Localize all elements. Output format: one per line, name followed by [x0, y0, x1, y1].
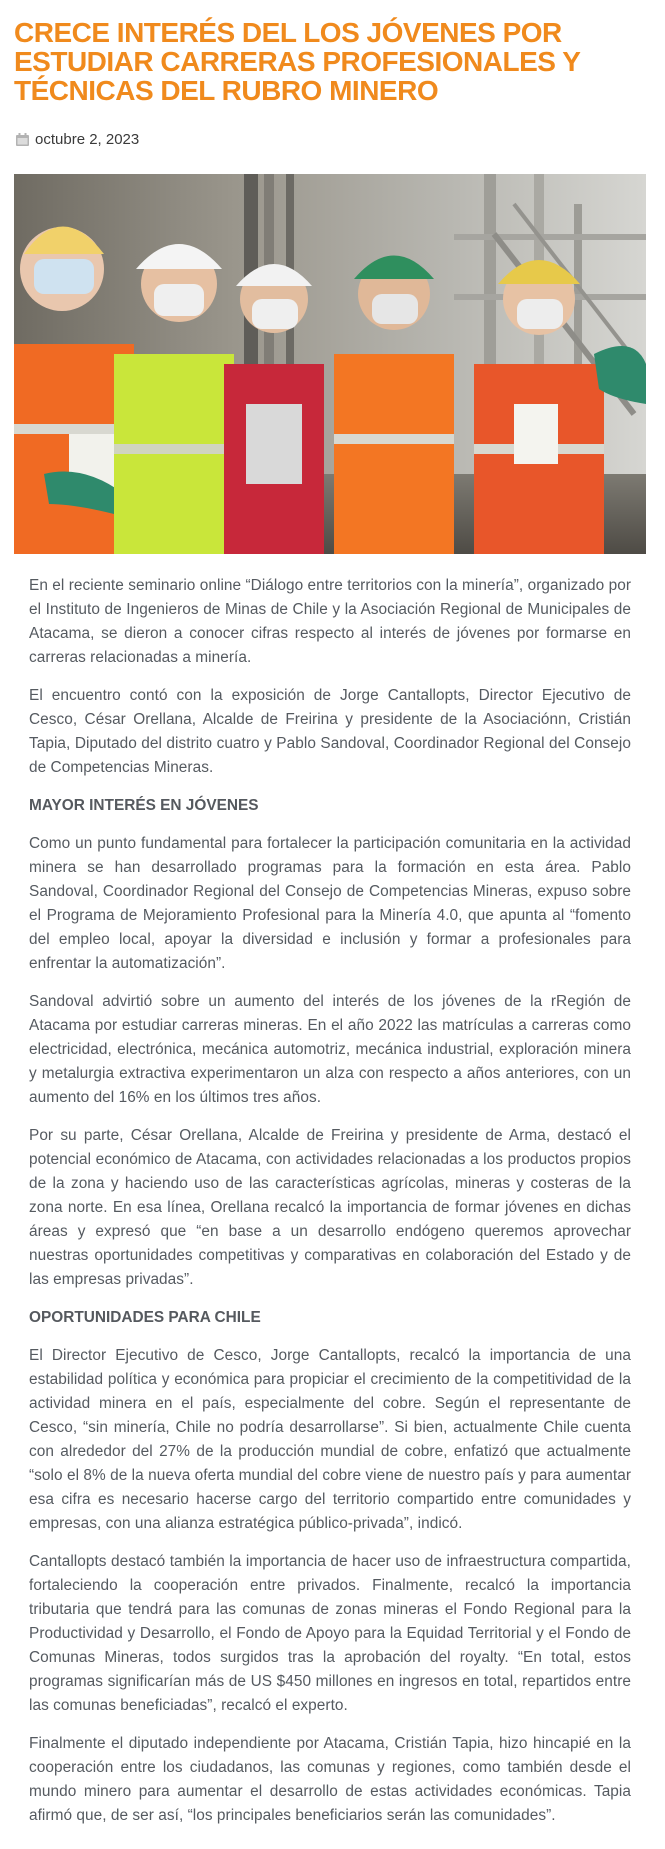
section-heading: OPORTUNIDADES PARA CHILE: [29, 1309, 261, 1326]
paragraph: Sandoval advirtió sobre un aumento del interés de los jóvenes de la rRegión de Atacama por estudiar carreras mineras. En el año 2022 las matrículas a carreras como electricidad, electrónica, mecánica automotriz, mecánica industrial, exploración minera y metalurgia extractiva experimentaron un alza con respecto a años anteriores, con un aumento del 16% en los últimos tres años.: [29, 993, 631, 1106]
section-heading: MAYOR INTERÉS EN JÓVENES: [29, 797, 259, 814]
post-meta: [16, 129, 139, 149]
paragraph: Como un punto fundamental para fortalecer la participación comunitaria en la actividad minera se han desarrollado programas para la formación en esta área. Pablo Sandoval, Coordinador Regional del Consejo de Competencias Mineras, expuso sobre el Programa de Mejoramiento Profesional para la Minería 4.0, que apunta al “fomento del empleo local, apoyar la diversidad e inclusión y formar a profesionales para enfrentar la automatización”.: [29, 835, 631, 972]
article-content: [29, 574, 631, 1842]
paragraph: Por su parte, César Orellana, Alcalde de Freirina y presidente de Arma, destacó el potencial económico de Atacama, con actividades relacionadas a los productos propios de la zona y haciendo uso de las características agrícolas, mineras y costeras de la zona norte. En esa línea, Orellana recalcó la importancia de formar jóvenes en dichas áreas y expresó que “en base a un desarrollo endógeno queremos aprovechar nuestras oportunidades competitivas y comparativas en colaboración del Estado y de las empresas privadas”.: [29, 1127, 631, 1288]
featured-image-illustration: [14, 174, 646, 554]
paragraph: Cantallopts destacó también la importancia de hacer uso de infraestructura compartida, fortaleciendo la cooperación entre privados. Finalmente, recalcó la importancia tributaria que tendrá para las comunas de zonas mineras el Fondo Regional para la Productividad y Desarrollo, el Fondo de Apoyo para la Equidad Territorial y el Fondo de Comunas Mineras, todos surgidos tras la aprobación del royalty. “En total, estos programas significarían más de US $450 millones en ingresos en total, repartidos entre las comunas beneficiadas”, recalcó el experto.: [29, 1553, 631, 1714]
featured-image: [14, 174, 646, 554]
paragraph: El Director Ejecutivo de Cesco, Jorge Cantallopts, recalcó la importancia de una estabilidad política y económica para propiciar el crecimiento de la competitividad de la actividad minera en el país, especialmente del cobre. Según el representante de Cesco, “sin minería, Chile no podría desarrollarse”. Si bien, actualmente Chile cuenta con alrededor del 27% de la producción mundial de cobre, enfatizó que actualmente “solo el 8% de la nueva oferta mundial del cobre viene de nuestro país y para aumentar esa cifra es necesario hacerse cargo del territorio compartido entre comunidades y empresas, con una alianza estratégica público-privada”, indicó.: [29, 1347, 631, 1532]
calendar-icon: [16, 133, 29, 146]
paragraph: Finalmente el diputado independiente por Atacama, Cristián Tapia, hizo hincapié en la cooperación entre los ciudadanos, las comunas y regiones, como también desde el mundo minero para aumentar el desarrollo de estas actividades económicas. Tapia afirmó que, de ser así, “los principales beneficiarios serán las comunidades”.: [29, 1735, 631, 1824]
paragraph: En el reciente seminario online “Diálogo entre territorios con la minería”, organizado por el Instituto de Ingenieros de Minas de Chile y la Asociación Regional de Municipales de Atacama, se dieron a conocer cifras respecto al interés de jóvenes por formarse en carreras relacionadas a minería.: [29, 577, 631, 666]
post-date: octubre 2, 2023: [35, 130, 140, 148]
article-title: CRECE INTERÉS DEL LOS JÓVENES POR ESTUDIAR CARRERAS PROFESIONALES Y TÉCNICAS DEL RUBRO MINERO: [14, 17, 580, 106]
paragraph: El encuentro contó con la exposición de Jorge Cantallopts, Director Ejecutivo de Cesco, César Orellana, Alcalde de Freirina y presidente de la Asociaciónn, Cristián Tapia, Diputado del distrito cuatro y Pablo Sandoval, Coordinador Regional del Consejo de Competencias Mineras.: [29, 687, 631, 776]
